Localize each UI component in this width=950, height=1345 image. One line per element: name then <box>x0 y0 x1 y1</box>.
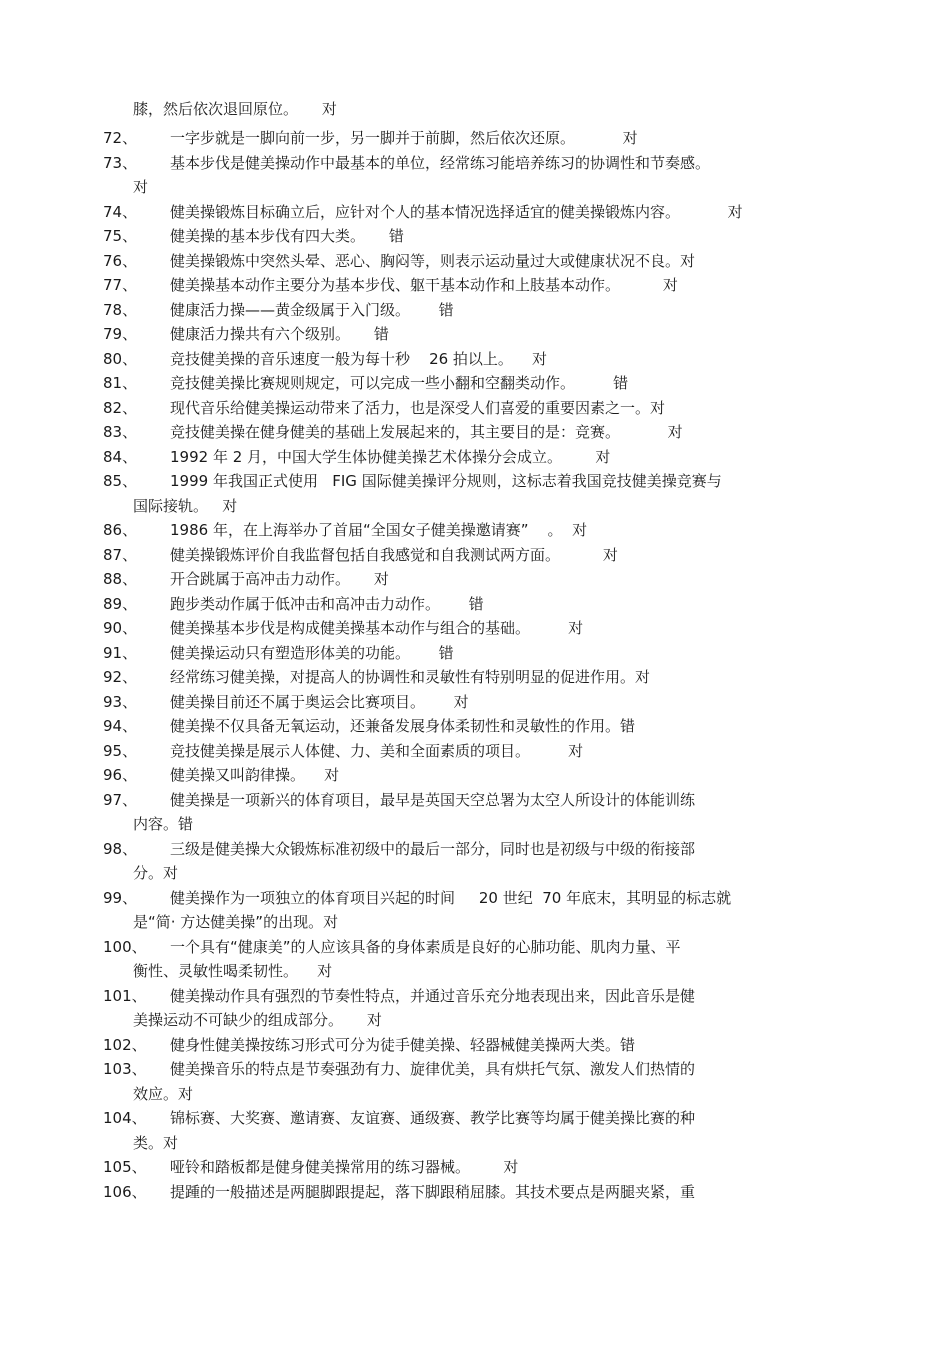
item-text-line: 跑步类动作属于低冲击和高冲击力动作。 错 <box>170 594 484 613</box>
list-item <box>0 739 950 764</box>
item-number: 100、 <box>103 937 147 956</box>
item-text <box>133 1106 950 1155</box>
item-number: 81、 <box>103 374 138 392</box>
list-item <box>0 592 950 617</box>
item-number: 72、 <box>103 129 138 147</box>
item-number: 86、 <box>103 521 138 539</box>
list-item <box>0 690 950 715</box>
item-text <box>170 518 950 543</box>
item-text <box>170 543 950 568</box>
item-number: 82、 <box>103 398 138 417</box>
item-text <box>170 224 950 249</box>
item-text-line: 健美操音乐的特点是节奏强劲有力、旋律优美，具有烘托气氛、激发人们热情的 <box>170 1060 696 1078</box>
item-text-continued: 是“简· 方达健美操”的出现。对 <box>133 913 339 931</box>
list-item <box>0 837 950 886</box>
item-text-line: 一字步就是一脚向前一步，另一脚并于前脚，然后依次还原。 对 <box>170 129 638 147</box>
item-text-line: 健美操的基本步伐有四大类。 错 <box>170 227 404 245</box>
item-text <box>170 665 950 690</box>
item-number: 75、 <box>103 227 138 245</box>
item-number: 91、 <box>103 643 138 662</box>
question-list <box>0 126 950 1204</box>
item-text <box>170 690 950 715</box>
item-text-line: 现代音乐给健美操运动带来了活力，也是深受人们喜爱的重要因素之一。对 <box>170 398 666 417</box>
list-item <box>0 641 950 666</box>
list-item <box>0 543 950 568</box>
item-number: 97、 <box>103 790 138 809</box>
item-number: 83、 <box>103 423 138 441</box>
item-text <box>170 249 950 274</box>
item-text-continued: 内容。错 <box>133 815 194 833</box>
item-number: 80、 <box>103 349 138 368</box>
item-text-line: 健身性健美操按练习形式可分为徒手健美操、轻器械健美操两大类。错 <box>170 1035 636 1054</box>
item-text-line: 哑铃和踏板都是健身健美操常用的练习器械。 对 <box>170 1158 519 1176</box>
item-number: 84、 <box>103 447 138 466</box>
list-item <box>0 616 950 641</box>
item-number: 76、 <box>103 251 138 270</box>
item-text-line: 健美操动作具有强烈的节奏性特点，并通过音乐充分地表现出来，因此音乐是健 <box>170 986 696 1005</box>
item-number: 79、 <box>103 325 138 343</box>
continued-line: 膝，然后依次退回原位。 对 <box>133 100 337 118</box>
item-text-line: 提踵的一般描述是两腿脚跟提起，落下脚跟稍屈膝。其技术要点是两腿夹紧，重 <box>170 1182 696 1201</box>
item-text <box>170 616 950 641</box>
item-text-line: 健美操目前还不属于奥运会比赛项目。 对 <box>170 692 469 711</box>
item-text <box>170 1155 950 1180</box>
item-text-line: 基本步伐是健美操动作中最基本的单位，经常练习能培养练习的协调性和节奏感。 <box>170 153 711 172</box>
item-text <box>133 837 950 886</box>
item-number: 105、 <box>103 1158 147 1176</box>
list-item <box>0 518 950 543</box>
item-number: 88、 <box>103 570 138 588</box>
list-item <box>0 249 950 274</box>
list-item <box>0 396 950 421</box>
list-item <box>0 126 950 151</box>
list-item <box>0 1057 950 1106</box>
item-text-line: 健美操运动只有塑造形体美的功能。 错 <box>170 643 454 662</box>
list-item <box>0 665 950 690</box>
item-number: 89、 <box>103 594 138 613</box>
item-text <box>133 984 950 1033</box>
item-text-line: 健康活力操——黄金级属于入门级。 错 <box>170 300 454 319</box>
item-text <box>170 298 950 323</box>
item-text <box>170 347 950 372</box>
item-text <box>133 151 950 200</box>
item-text-line: 经常练习健美操，对提高人的协调性和灵敏性有特别明显的促进作用。对 <box>170 668 651 686</box>
item-text-line: 一个具有“健康美”的人应该具备的身体素质是良好的心肺功能、肌肉力量、平 <box>170 937 681 956</box>
item-text-continued: 效应。对 <box>133 1084 194 1103</box>
item-text <box>133 886 950 935</box>
item-text-line: 锦标赛、大奖赛、邀请赛、友谊赛、通级赛、教学比赛等均属于健美操比赛的种 <box>170 1109 696 1127</box>
item-text <box>133 935 950 984</box>
item-number: 93、 <box>103 692 138 711</box>
item-text <box>170 200 950 225</box>
item-text-line: 健美操又叫韵律操。 对 <box>170 766 340 784</box>
item-number: 77、 <box>103 276 138 294</box>
list-item <box>0 1033 950 1058</box>
list-item <box>0 322 950 347</box>
item-number: 96、 <box>103 766 138 784</box>
item-text-line: 健美操不仅具备无氧运动，还兼备发展身体柔韧性和灵敏性的作用。错 <box>170 717 636 735</box>
item-text <box>170 126 950 151</box>
item-text-line: 竞技健美操在健身健美的基础上发展起来的，其主要目的是：竞赛。 对 <box>170 423 683 441</box>
item-number: 73、 <box>103 153 138 172</box>
list-item <box>0 1155 950 1180</box>
item-number: 92、 <box>103 668 138 686</box>
list-item <box>0 935 950 984</box>
item-text-line: 健美操锻炼目标确立后，应针对个人的基本情况选择适宜的健美操锻炼内容。 对 <box>170 202 743 221</box>
item-text <box>170 396 950 421</box>
item-text <box>170 371 950 396</box>
item-text-line: 三级是健美操大众锻炼标准初级中的最后一部分，同时也是初级与中级的衔接部 <box>170 839 696 858</box>
item-number: 101、 <box>103 986 147 1005</box>
item-text-line: 竞技健美操是展示人体健、力、美和全面素质的项目。 对 <box>170 741 584 760</box>
item-text <box>170 592 950 617</box>
item-number: 87、 <box>103 545 138 564</box>
item-text <box>170 714 950 739</box>
item-text-line: 健美操作为一项独立的体育项目兴起的时间 20 世纪 70 年底末，其明显的标志就 <box>170 888 732 907</box>
item-text-line: 健康活力操共有六个级别。 错 <box>170 325 389 343</box>
list-item <box>0 788 950 837</box>
item-number: 98、 <box>103 839 138 858</box>
item-text <box>133 469 950 518</box>
list-item <box>0 886 950 935</box>
item-text <box>170 1180 950 1205</box>
item-text-continued: 美操运动不可缺少的组成部分。 对 <box>133 1011 382 1029</box>
item-number: 102、 <box>103 1035 147 1054</box>
item-text-line: 健美操是一项新兴的体育项目，最早是英国天空总署为太空人所设计的体能训练 <box>170 790 696 809</box>
item-text <box>170 273 950 298</box>
item-text <box>133 1057 950 1106</box>
item-text <box>170 322 950 347</box>
list-item <box>0 469 950 518</box>
item-text-line: 健美操基本动作主要分为基本步伐、躯干基本动作和上肢基本动作。 对 <box>170 276 678 294</box>
list-item <box>0 151 950 200</box>
item-text <box>170 445 950 470</box>
list-item <box>0 445 950 470</box>
list-item <box>0 763 950 788</box>
list-item <box>0 347 950 372</box>
item-number: 106、 <box>103 1182 147 1201</box>
item-text-line: 健美操锻炼评价自我监督包括自我感觉和自我测试两方面。 对 <box>170 545 618 564</box>
item-number: 78、 <box>103 300 138 319</box>
item-text-line: 1999 年我国正式使用 FIG 国际健美操评分规则，这标志着我国竞技健美操竞赛与 <box>170 472 722 490</box>
item-text <box>170 641 950 666</box>
list-item <box>0 714 950 739</box>
item-number: 99、 <box>103 888 138 907</box>
item-text-line: 1986 年，在上海举办了首届“全国女子健美操邀请赛” 。 对 <box>170 521 588 539</box>
item-text-line: 竞技健美操的音乐速度一般为每十秒 26 拍以上。 对 <box>170 349 548 368</box>
item-text <box>133 788 950 837</box>
list-item <box>0 298 950 323</box>
item-number: 85、 <box>103 472 138 490</box>
item-text-continued: 衡性、灵敏性喝柔韧性。 对 <box>133 962 333 980</box>
item-text-line: 开合跳属于高冲击力动作。 对 <box>170 570 389 588</box>
item-text-line: 健美操锻炼中突然头晕、恶心、胸闷等，则表示运动量过大或健康状况不良。对 <box>170 251 696 270</box>
list-item <box>0 200 950 225</box>
item-text-continued: 国际接轨。 对 <box>133 496 238 515</box>
item-text-line: 1992 年 2 月，中国大学生体协健美操艺术体操分会成立。 对 <box>170 447 611 466</box>
item-number: 94、 <box>103 717 138 735</box>
list-item <box>0 371 950 396</box>
list-item <box>0 1180 950 1205</box>
item-text-line: 健美操基本步伐是构成健美操基本动作与组合的基础。 对 <box>170 619 584 637</box>
list-item <box>0 224 950 249</box>
item-text <box>170 420 950 445</box>
list-item <box>0 273 950 298</box>
list-item <box>0 984 950 1033</box>
item-number: 90、 <box>103 619 138 637</box>
item-number: 103、 <box>103 1060 147 1078</box>
item-number: 74、 <box>103 202 138 221</box>
item-number: 104、 <box>103 1109 147 1127</box>
list-item <box>0 567 950 592</box>
item-text-continued: 分。对 <box>133 864 179 882</box>
item-text <box>170 763 950 788</box>
list-item <box>0 1106 950 1155</box>
item-text <box>170 567 950 592</box>
item-text <box>170 739 950 764</box>
item-text <box>170 1033 950 1058</box>
item-text-continued: 对 <box>133 178 149 196</box>
list-item <box>0 420 950 445</box>
item-text-line: 竞技健美操比赛规则规定，可以完成一些小翻和空翻类动作。 错 <box>170 374 629 392</box>
item-text-continued: 类。对 <box>133 1133 179 1152</box>
item-number: 95、 <box>103 741 138 760</box>
